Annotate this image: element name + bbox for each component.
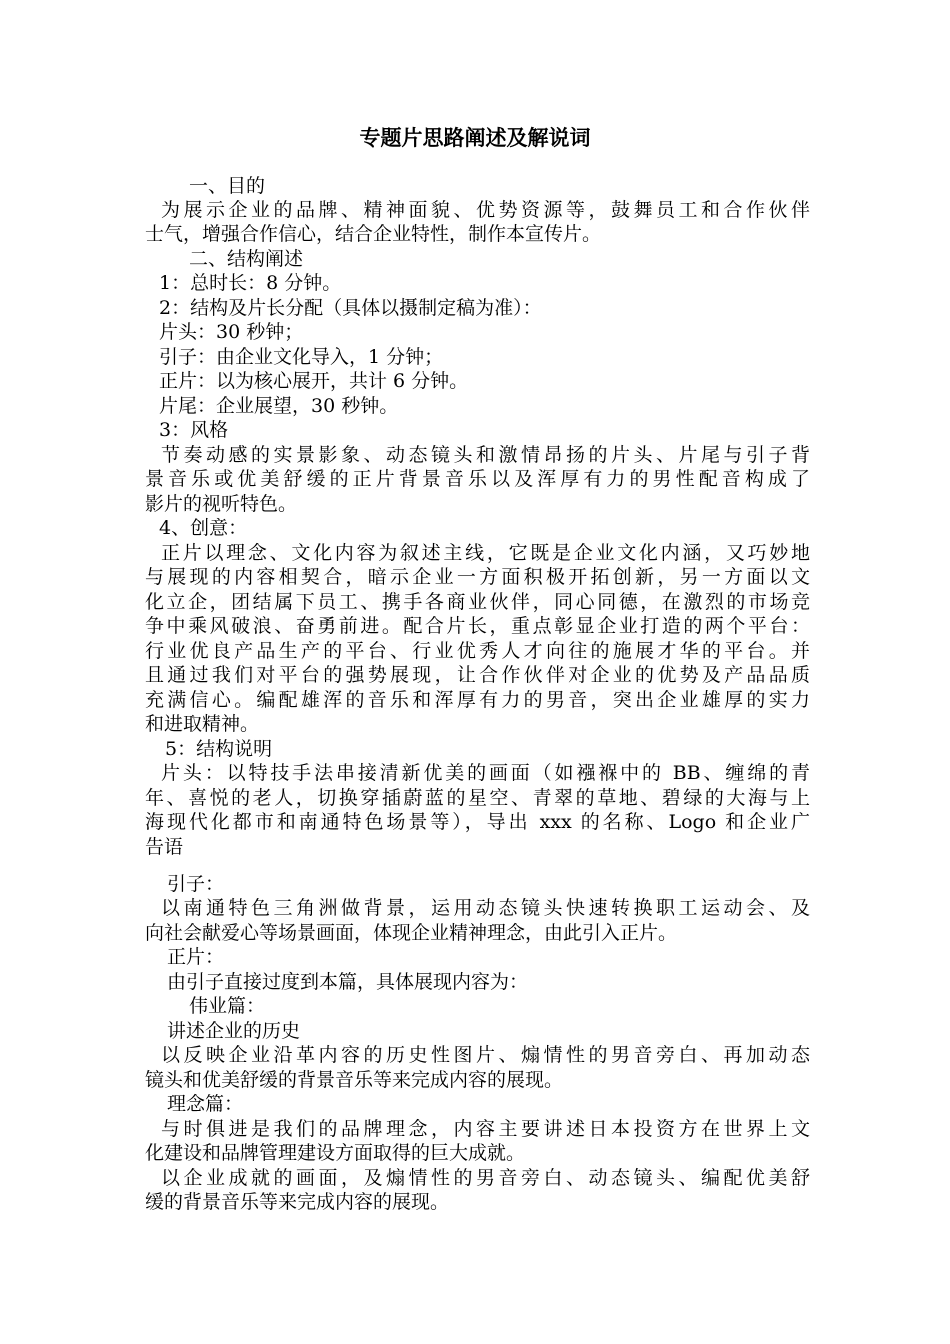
paragraph-line: 与展现的内容相契合，暗示企业一方面积极开拓创新，另一方面以文 <box>145 566 810 588</box>
subheading-philosophy: 理念篇： <box>167 1093 244 1115</box>
paragraph-line: 缓的背景音乐等来完成内容的展现。 <box>145 1191 450 1213</box>
paragraph-line: 镜头和优美舒缓的背景音乐等来完成内容的展现。 <box>145 1069 564 1091</box>
paragraph-line: 片头：以特技手法串接清新优美的画面（如襁褓中的 BB、缠绵的青 <box>161 762 810 784</box>
paragraph-line: 行业优良产品生产的平台、行业优秀人才向往的施展才华的平台。并 <box>145 640 810 662</box>
paragraph-line: 化建设和品牌管理建设方面取得的巨大成就。 <box>145 1142 526 1164</box>
list-item: 2：结构及片长分配（具体以摄制定稿为准）： <box>159 297 542 319</box>
paragraph-line: 为展示企业的品牌、精神面貌、优势资源等，鼓舞员工和合作伙伴 <box>161 199 810 221</box>
section-heading-purpose: 一、目的 <box>189 175 266 197</box>
subsection-heading-structure-notes: 5：结构说明 <box>165 738 273 760</box>
subsection-heading-style: 3：风格 <box>159 419 229 441</box>
paragraph-line: 节奏动感的实景影象、动态镜头和激情昂扬的片头、片尾与引子背 <box>161 444 810 466</box>
paragraph-line: 充满信心。编配雄浑的音乐和浑厚有力的男音，突出企业雄厚的实力 <box>145 689 810 711</box>
paragraph-line: 以南通特色三角洲做背景，运用动态镜头快速转换职工运动会、及 <box>161 897 810 919</box>
paragraph-line: 与时俱进是我们的品牌理念，内容主要讲述日本投资方在世界上文 <box>161 1118 810 1140</box>
paragraph-line: 告语 <box>145 836 184 858</box>
paragraph-line: 年、喜悦的老人，切换穿插蔚蓝的星空、青翠的草地、碧绿的大海与上 <box>145 787 810 809</box>
paragraph-line: 影片的视听特色。 <box>145 493 298 515</box>
paragraph-line: 景音乐或优美舒缓的正片背景音乐以及浑厚有力的男性配音构成了 <box>145 468 810 490</box>
list-item: 1：总时长：8 分钟。 <box>159 272 342 294</box>
paragraph-line: 以企业成就的画面，及煽情性的男音旁白、动态镜头、编配优美舒 <box>161 1167 810 1189</box>
list-item: 片头：30 秒钟； <box>159 321 304 343</box>
paragraph-line: 讲述企业的历史 <box>167 1020 301 1042</box>
subsection-heading-creative: 4、创意： <box>159 517 248 539</box>
paragraph-line: 化立企，团结属下员工、携手各商业伙伴，同心同德，在激烈的市场竞 <box>145 591 810 613</box>
paragraph-line: 士气，增强合作信心，结合企业特性，制作本宣传片。 <box>145 223 602 245</box>
paragraph-line: 和进取精神。 <box>145 713 260 735</box>
paragraph-line: 正片以理念、文化内容为叙述主线，它既是企业文化内涵，又巧妙地 <box>161 542 810 564</box>
document-title: 专题片思路阐述及解说词 <box>359 125 591 150</box>
subheading-achievement: 伟业篇： <box>189 995 266 1017</box>
paragraph-line: 向社会献爱心等场景画面，体现企业精神理念，由此引入正片。 <box>145 922 678 944</box>
paragraph-line: 由引子直接过度到本篇，具体展现内容为： <box>167 971 529 993</box>
subheading-main: 正片： <box>167 946 225 968</box>
list-item: 正片：以为核心展开，共计 6 分钟。 <box>159 370 469 392</box>
section-heading-structure: 二、结构阐述 <box>189 248 304 270</box>
paragraph-line: 且通过我们对平台的强势展现，让合作伙伴对企业的优势及产品品质 <box>145 664 810 686</box>
paragraph-line: 海现代化都市和南通特色场景等），导出 xxx 的名称、Logo 和企业广 <box>145 811 810 833</box>
list-item: 片尾：企业展望，30 秒钟。 <box>159 395 399 417</box>
list-item: 引子：由企业文化导入，1 分钟； <box>159 346 444 368</box>
paragraph-line: 以反映企业沿革内容的历史性图片、煽情性的男音旁白、再加动态 <box>161 1044 810 1066</box>
subheading-intro: 引子： <box>167 873 225 895</box>
paragraph-line: 争中乘风破浪、奋勇前进。配合片长，重点彰显企业打造的两个平台： <box>145 615 810 637</box>
